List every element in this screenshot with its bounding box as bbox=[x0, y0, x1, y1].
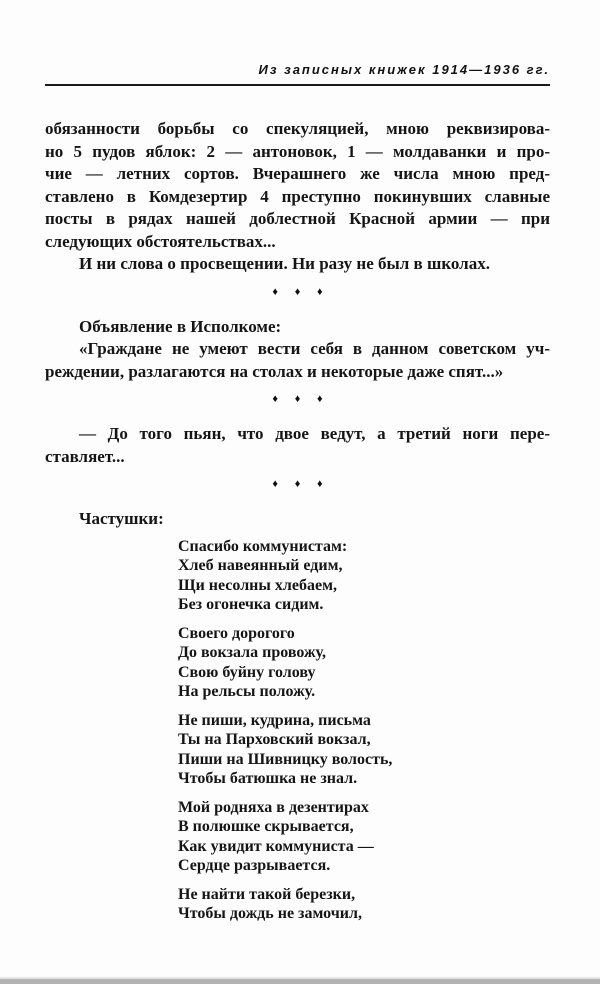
text-line: Чтобы батюшка не знал. bbox=[178, 770, 358, 787]
text-line: обязанности борьбы со спекуляцией, мною реквизирова- bbox=[45, 119, 550, 138]
text-line: Спасибо коммунистам: bbox=[178, 537, 348, 555]
paragraph bbox=[45, 508, 550, 531]
paragraph bbox=[45, 253, 550, 276]
text-line: Своего дорогого bbox=[178, 624, 295, 642]
text-line: На рельсы положу. bbox=[178, 683, 316, 700]
stanza bbox=[178, 624, 550, 702]
text-line: ставляет... bbox=[45, 446, 125, 466]
text-line: — До того пьян, что двое ведут, а третий ноги пере- bbox=[79, 424, 550, 443]
text-line: Без огонечка сидим. bbox=[178, 596, 324, 613]
text-line: Свою буйну голову bbox=[178, 663, 316, 681]
text-line: Не пиши, кудрина, письма bbox=[178, 711, 371, 729]
running-title: Из записных книжек 1914—1936 гг. bbox=[258, 62, 550, 77]
text-line: Не найти такой березки, bbox=[178, 885, 356, 903]
text-line: чие — летних сортов. Вчерашнего же числа мною пред- bbox=[45, 164, 550, 183]
section-separator: ♦ ♦ ♦ bbox=[272, 393, 323, 405]
text-line: И ни слова о просвещении. Ни разу не был в школах. bbox=[79, 254, 490, 273]
paragraph bbox=[45, 118, 550, 253]
text-line: Сердце разрывается. bbox=[178, 857, 331, 874]
text-line: Объявление в Исполкоме: bbox=[79, 316, 282, 336]
paragraph bbox=[45, 423, 550, 468]
paragraph bbox=[45, 338, 550, 383]
text-line: реждении, разлагаются на столах и некоторые даже спят...» bbox=[45, 361, 504, 381]
content bbox=[45, 86, 550, 924]
text-line: Пиши на Шивницку волость, bbox=[178, 750, 393, 768]
text-line: В полюшке скрывается, bbox=[178, 818, 354, 835]
running-header bbox=[45, 62, 550, 86]
text-line: «Граждане не умеют вести себя в данном советском уч- bbox=[79, 339, 550, 358]
paragraph bbox=[45, 316, 550, 339]
section-separator: ♦ ♦ ♦ bbox=[272, 478, 323, 490]
stanza bbox=[178, 885, 550, 924]
text-line: посты в рядах нашей доблестной Красной армии — при bbox=[45, 209, 550, 228]
text-line: До вокзала провожу, bbox=[178, 644, 326, 661]
text-line: ставлено в Комдезертир 4 преступно покинувших славные bbox=[45, 186, 550, 206]
text-line: но 5 пудов яблок: 2 — антоновок, 1 — молдаванки и про- bbox=[45, 141, 550, 161]
text-line: Щи несолны хлебаем, bbox=[178, 576, 337, 594]
section-separator: ♦ ♦ ♦ bbox=[272, 285, 323, 298]
stanza bbox=[178, 798, 550, 876]
text-line: Как увидит коммуниста — bbox=[178, 837, 374, 855]
page-bottom-edge bbox=[0, 977, 600, 984]
text-line: Ты на Парховский вокзал, bbox=[178, 731, 371, 748]
text-line: Хлеб навеянный едим, bbox=[178, 557, 343, 574]
text-line: Частушки: bbox=[79, 509, 164, 528]
text-line: следующих обстоятельствах... bbox=[45, 231, 276, 251]
text-line: Чтобы дождь не замочил, bbox=[178, 905, 362, 922]
text-line: Мой родняха в дезентирах bbox=[178, 798, 369, 816]
stanza bbox=[178, 711, 550, 789]
stanza bbox=[178, 537, 550, 615]
